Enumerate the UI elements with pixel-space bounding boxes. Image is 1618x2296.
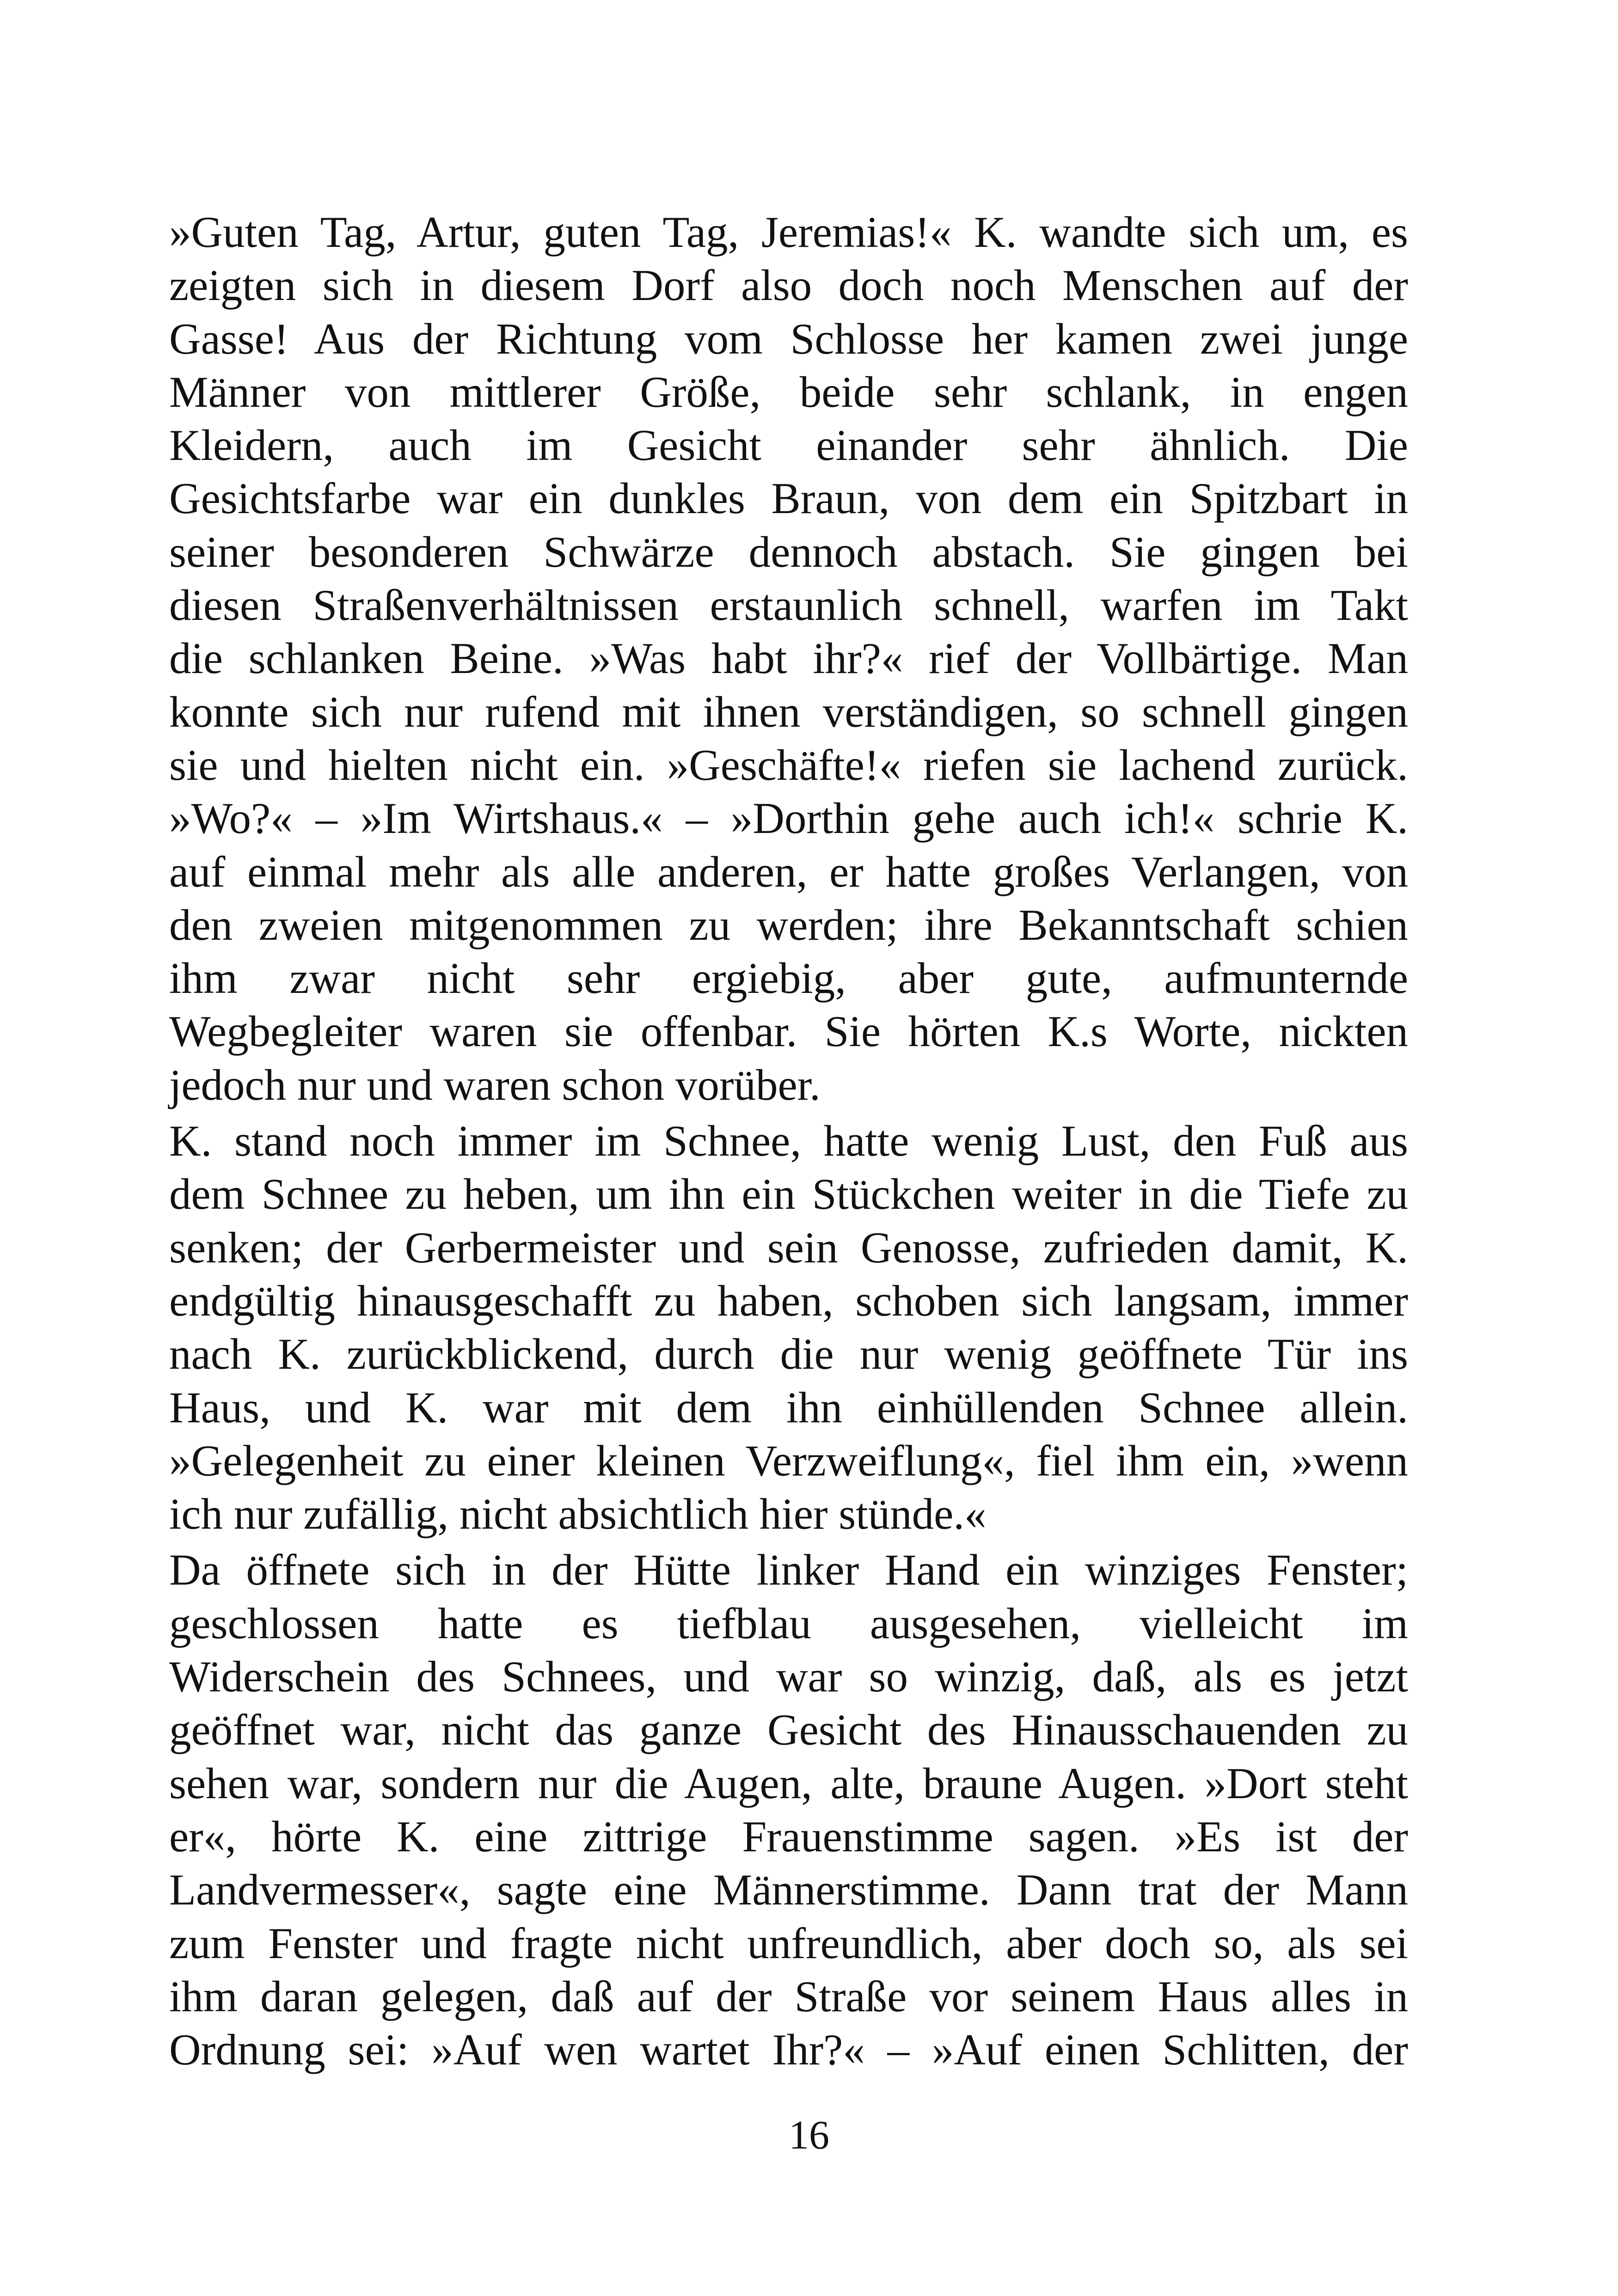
- text-line: Kleidern, auch im Gesicht einander sehr ähnlich. Die: [169, 421, 1408, 470]
- text-line: »Gelegenheit zu einer kleinen Verzweiflung«, fiel ihm ein, »wenn: [169, 1436, 1408, 1485]
- text-line: konnte sich nur rufend mit ihnen verständigen, so schnell gingen: [169, 687, 1408, 736]
- text-line: geöffnet war, nicht das ganze Gesicht des Hinausschauenden zu: [169, 1705, 1408, 1755]
- text-line: Gasse! Aus der Richtung vom Schlosse her kamen zwei junge: [169, 314, 1408, 363]
- text-line: Männer von mittlerer Größe, beide sehr schlank, in engen: [169, 367, 1408, 416]
- text-line: sehen war, sondern nur die Augen, alte, braune Augen. »Dort steht: [169, 1758, 1408, 1808]
- text-line: auf einmal mehr als alle anderen, er hatte großes Verlangen, von: [169, 847, 1408, 896]
- text-line: Landvermesser«, sagte eine Männerstimme. Dann trat der Mann: [169, 1865, 1408, 1915]
- text-line: Gesichtsfarbe war ein dunkles Braun, von dem ein Spitzbart in: [169, 474, 1408, 523]
- paragraph: [169, 1114, 1408, 1541]
- text-line: er«, hörte K. eine zittrige Frauenstimme sagen. »Es ist der: [169, 1812, 1408, 1861]
- text-line: »Guten Tag, Artur, guten Tag, Jeremias!« K. wandte sich um, es: [169, 208, 1408, 257]
- text-line: dem Schnee zu heben, um ihn ein Stückchen weiter in die Tiefe zu: [169, 1169, 1408, 1219]
- text-line: senken; der Gerbermeister und sein Genosse, zufrieden damit, K.: [169, 1223, 1408, 1272]
- text-line: geschlossen hatte es tiefblau ausgesehen, vielleicht im: [169, 1598, 1408, 1648]
- text-line: K. stand noch immer im Schnee, hatte wenig Lust, den Fuß aus: [169, 1116, 1408, 1166]
- text-line: zum Fenster und fragte nicht unfreundlich, aber doch so, als sei: [169, 1918, 1408, 1968]
- text-line: Haus, und K. war mit dem ihn einhüllenden Schnee allein.: [169, 1383, 1408, 1432]
- text-line: Widerschein des Schnees, und war so winzig, daß, als es jetzt: [169, 1652, 1408, 1702]
- text-line: jedoch nur und waren schon vorüber.: [169, 1060, 821, 1109]
- text-line: ich nur zufällig, nicht absichtlich hier stünde.«: [169, 1489, 987, 1539]
- text-line: sie und hielten nicht ein. »Geschäfte!« riefen sie lachend zurück.: [169, 740, 1408, 790]
- text-line: Da öffnete sich in der Hütte linker Hand ein winziges Fenster;: [169, 1545, 1408, 1595]
- paragraph: [169, 1543, 1408, 2076]
- text-line: seiner besonderen Schwärze dennoch abstach. Sie gingen bei: [169, 527, 1408, 576]
- text-line: diesen Straßenverhältnissen erstaunlich schnell, warfen im Takt: [169, 581, 1408, 630]
- body-text: [169, 206, 1408, 2079]
- text-line: »Wo?« – »Im Wirtshaus.« – »Dorthin gehe auch ich!« schrie K.: [169, 794, 1408, 843]
- text-line: Wegbegleiter waren sie offenbar. Sie hörten K.s Worte, nickten: [169, 1007, 1408, 1056]
- text-line: nach K. zurückblickend, durch die nur wenig geöffnete Tür ins: [169, 1329, 1408, 1379]
- paragraph: [169, 206, 1408, 1112]
- text-line: zeigten sich in diesem Dorf also doch noch Menschen auf der: [169, 261, 1408, 310]
- text-line: ihm zwar nicht sehr ergiebig, aber gute, aufmunternde: [169, 954, 1408, 1003]
- text-line: ihm daran gelegen, daß auf der Straße vor seinem Haus alles in: [169, 1971, 1408, 2021]
- text-line: die schlanken Beine. »Was habt ihr?« rief der Vollbärtige. Man: [169, 634, 1408, 683]
- text-line: endgültig hinausgeschafft zu haben, schoben sich langsam, immer: [169, 1276, 1408, 1325]
- text-line: den zweien mitgenommen zu werden; ihre Bekanntschaft schien: [169, 900, 1408, 949]
- page-number: 16: [789, 2113, 829, 2158]
- text-line: Ordnung sei: »Auf wen wartet Ihr?« – »Auf einen Schlitten, der: [169, 2025, 1408, 2075]
